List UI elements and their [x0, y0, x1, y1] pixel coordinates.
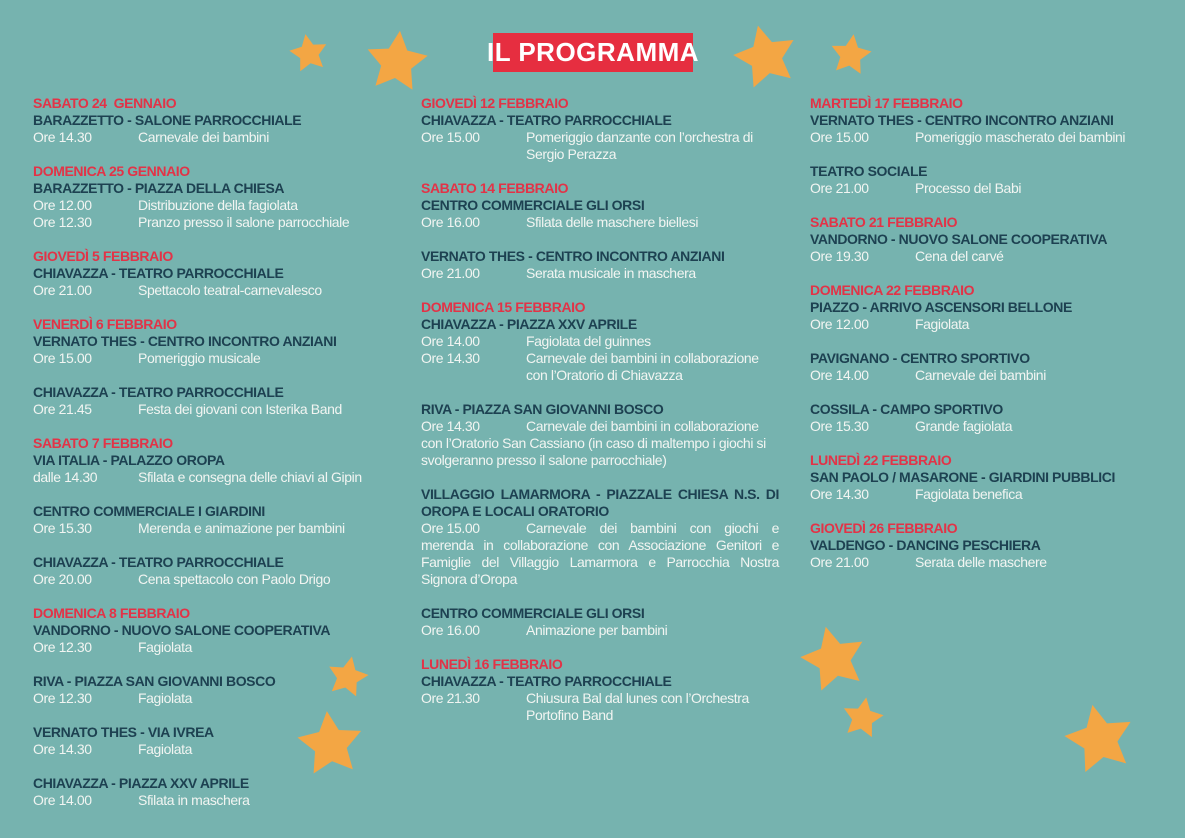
event-time: Ore 12.00 — [810, 316, 869, 332]
event-line — [421, 520, 779, 588]
day-header: LUNEDÌ 22 FEBBRAIO — [810, 452, 952, 468]
event-description: Fagiolata — [915, 316, 969, 332]
star-icon — [826, 28, 876, 78]
event-time: Ore 15.00 — [421, 520, 480, 536]
event-block — [810, 112, 1162, 146]
event-line — [33, 469, 405, 486]
event-block — [421, 112, 779, 163]
event-time: Ore 14.00 — [810, 367, 869, 383]
event-block — [33, 333, 405, 367]
venue-name: CHIAVAZZA - TEATRO PARROCCHIALE — [33, 554, 284, 570]
event-description: Pomeriggio danzante con l’orchestra di Sergio Perazza — [526, 129, 753, 162]
event-line — [33, 571, 405, 588]
event-time: Ore 14.30 — [810, 486, 869, 502]
event-block — [810, 231, 1162, 265]
venue-name: VILLAGGIO LAMARMORA - PIAZZALE CHIESA N.S. DI OROPA E LOCALI ORATORIO — [421, 486, 779, 519]
event-block — [421, 605, 779, 639]
event-description: Fagiolata del guinnes — [526, 333, 651, 349]
event-description: Pomeriggio musicale — [138, 350, 261, 366]
event-block — [421, 197, 779, 231]
event-block — [810, 401, 1162, 435]
star-icon — [1055, 692, 1143, 780]
event-time: Ore 16.00 — [421, 622, 480, 638]
event-block — [421, 486, 779, 588]
event-line — [421, 333, 779, 350]
event-time: Ore 12.30 — [33, 690, 92, 706]
event-line — [33, 401, 405, 418]
event-time: Ore 21.00 — [810, 180, 869, 196]
venue-name: TEATRO SOCIALE — [810, 163, 928, 179]
star-icon — [724, 13, 806, 95]
event-time: Ore 16.00 — [421, 214, 480, 230]
venue-name: CHIAVAZZA - TEATRO PARROCCHIALE — [421, 112, 672, 128]
event-block — [421, 316, 779, 384]
event-description: Spettacolo teatral-carnevalesco — [138, 282, 322, 298]
event-line — [421, 214, 779, 231]
event-description: Fagiolata — [138, 639, 192, 655]
day-header: SABATO 14 FEBBRAIO — [421, 180, 569, 196]
event-time: Ore 21.45 — [33, 401, 92, 417]
event-time: Ore 14.00 — [33, 792, 92, 808]
event-block — [33, 452, 405, 486]
venue-name: COSSILA - CAMPO SPORTIVO — [810, 401, 1003, 417]
event-description: Festa dei giovani con Isterika Band — [138, 401, 342, 417]
event-description: Sfilata e consegna delle chiavi al Gipin — [138, 469, 362, 485]
event-line — [33, 639, 405, 656]
event-block — [33, 724, 405, 758]
event-line — [33, 520, 405, 537]
event-line — [810, 316, 1162, 333]
day-header: DOMENICA 8 FEBBRAIO — [33, 605, 190, 621]
event-description: Carnevale dei bambini in collaborazione con l’Oratorio San Cassiano (in caso di maltempo i giochi si svolgeranno presso il salone parrocchiale) — [421, 418, 766, 468]
event-description: Carnevale dei bambini — [138, 129, 269, 145]
event-line — [33, 197, 405, 214]
event-line — [33, 741, 405, 758]
event-time: Ore 15.00 — [810, 129, 869, 145]
venue-name: CHIAVAZZA - PIAZZA XXV APRILE — [421, 316, 637, 332]
event-line — [33, 129, 405, 146]
star-icon — [285, 28, 332, 75]
day-header: SABATO 21 FEBBRAIO — [810, 214, 958, 230]
event-line — [810, 129, 1162, 146]
day-header: LUNEDÌ 16 FEBBRAIO — [421, 656, 563, 672]
venue-name: VERNATO THES - CENTRO INCONTRO ANZIANI — [810, 112, 1114, 128]
event-time: Ore 15.00 — [33, 350, 92, 366]
event-block — [421, 673, 779, 724]
event-block — [810, 350, 1162, 384]
venue-name: BARAZZETTO - SALONE PARROCCHIALE — [33, 112, 302, 128]
venue-name: RIVA - PIAZZA SAN GIOVANNI BOSCO — [33, 673, 276, 689]
venue-name: VERNATO THES - VIA IVREA — [33, 724, 214, 740]
event-description: Fagiolata benefica — [915, 486, 1023, 502]
page-title: IL PROGRAMMA — [486, 37, 700, 67]
event-time: Ore 14.30 — [33, 129, 92, 145]
venue-name: SAN PAOLO / MASARONE - GIARDINI PUBBLICI — [810, 469, 1115, 485]
event-line — [421, 350, 779, 384]
event-line — [810, 248, 1162, 265]
venue-name: CENTRO COMMERCIALE I GIARDINI — [33, 503, 265, 519]
day-header: DOMENICA 25 GENNAIO — [33, 163, 190, 179]
event-time: Ore 15.30 — [33, 520, 92, 536]
event-block — [33, 622, 405, 656]
event-line — [421, 690, 779, 724]
event-description: Carnevale dei bambini in collaborazione con l’Oratorio di Chiavazza — [526, 350, 759, 383]
day-header: GIOVEDÌ 5 FEBBRAIO — [33, 248, 173, 264]
day-header: GIOVEDÌ 26 FEBBRAIO — [810, 520, 958, 536]
event-time: Ore 15.30 — [810, 418, 869, 434]
day-header: DOMENICA 15 FEBBRAIO — [421, 299, 586, 315]
star-icon — [361, 23, 434, 96]
event-time: Ore 12.30 — [33, 639, 92, 655]
event-description: Chiusura Bal dal lunes con l’Orchestra Portofino Band — [526, 690, 749, 723]
event-line — [810, 367, 1162, 384]
event-line — [810, 180, 1162, 197]
event-block — [810, 537, 1162, 571]
day-header: SABATO 24 GENNAIO — [33, 95, 177, 111]
event-time: Ore 19.30 — [810, 248, 869, 264]
event-time: Ore 21.00 — [810, 554, 869, 570]
event-time: Ore 20.00 — [33, 571, 92, 587]
venue-name: CENTRO COMMERCIALE GLI ORSI — [421, 197, 645, 213]
column-3 — [810, 95, 1162, 588]
venue-name: BARAZZETTO - PIAZZA DELLA CHIESA — [33, 180, 285, 196]
event-time: Ore 14.00 — [421, 333, 480, 349]
event-line — [421, 622, 779, 639]
event-block — [33, 384, 405, 418]
event-description: Carnevale dei bambini — [915, 367, 1046, 383]
event-block — [810, 163, 1162, 197]
event-time: Ore 12.00 — [33, 197, 92, 213]
event-description: Animazione per bambini — [526, 622, 668, 638]
event-block — [33, 673, 405, 707]
day-header: VENERDÌ 6 FEBBRAIO — [33, 316, 177, 332]
event-line — [421, 418, 779, 469]
event-time: Ore 14.30 — [33, 741, 92, 757]
event-block — [810, 299, 1162, 333]
event-time: Ore 14.30 — [421, 350, 480, 366]
event-block — [33, 775, 405, 809]
event-description: Cena del carvé — [915, 248, 1004, 264]
event-time: Ore 15.00 — [421, 129, 480, 145]
venue-name: RIVA - PIAZZA SAN GIOVANNI BOSCO — [421, 401, 664, 417]
event-description: Carnevale dei bambini con giochi e merenda in collaborazione con Associazione Genitori e Famiglie del Villaggio Lamarmora e Parrocchia Nostra Signora d’Oropa — [421, 520, 779, 587]
event-description: Serata musicale in maschera — [526, 265, 696, 281]
star-icon — [838, 691, 889, 742]
venue-name: CHIAVAZZA - TEATRO PARROCCHIALE — [421, 673, 672, 689]
event-block — [33, 265, 405, 299]
event-time: Ore 12.30 — [33, 214, 92, 230]
venue-name: VERNATO THES - CENTRO INCONTRO ANZIANI — [33, 333, 337, 349]
venue-name: CHIAVAZZA - TEATRO PARROCCHIALE — [33, 384, 284, 400]
event-time: Ore 21.00 — [33, 282, 92, 298]
venue-name: CHIAVAZZA - TEATRO PARROCCHIALE — [33, 265, 284, 281]
venue-name: VIA ITALIA - PALAZZO OROPA — [33, 452, 225, 468]
event-line — [421, 129, 779, 163]
event-line — [33, 690, 405, 707]
event-block — [33, 503, 405, 537]
event-description: Sfilata delle maschere biellesi — [526, 214, 699, 230]
event-description: Merenda e animazione per bambini — [138, 520, 345, 536]
event-block — [421, 248, 779, 282]
event-time: Ore 14.30 — [421, 418, 480, 434]
event-block — [33, 180, 405, 231]
event-description: Pranzo presso il salone parrocchiale — [138, 214, 350, 230]
event-line — [810, 418, 1162, 435]
event-description: Fagiolata — [138, 741, 192, 757]
event-description: Grande fagiolata — [915, 418, 1013, 434]
event-line — [810, 486, 1162, 503]
event-description: Sfilata in maschera — [138, 792, 250, 808]
event-line — [33, 350, 405, 367]
column-2 — [421, 95, 779, 741]
day-header: SABATO 7 FEBBRAIO — [33, 435, 173, 451]
venue-name: CENTRO COMMERCIALE GLI ORSI — [421, 605, 645, 621]
event-description: Serata delle maschere — [915, 554, 1047, 570]
day-header: DOMENICA 22 FEBBRAIO — [810, 282, 975, 298]
day-header: MARTEDÌ 17 FEBBRAIO — [810, 95, 963, 111]
star-icon — [791, 614, 876, 699]
venue-name: VANDORNO - NUOVO SALONE COOPERATIVA — [810, 231, 1108, 247]
venue-name: PIAZZO - ARRIVO ASCENSORI BELLONE — [810, 299, 1072, 315]
event-line — [810, 554, 1162, 571]
event-line — [33, 282, 405, 299]
event-description: Fagiolata — [138, 690, 192, 706]
event-line — [421, 265, 779, 282]
event-description: Distribuzione della fagiolata — [138, 197, 298, 213]
venue-name: PAVIGNANO - CENTRO SPORTIVO — [810, 350, 1030, 366]
day-header: GIOVEDÌ 12 FEBBRAIO — [421, 95, 569, 111]
column-1 — [33, 95, 405, 826]
event-time: Ore 21.00 — [421, 265, 480, 281]
event-time: dalle 14.30 — [33, 469, 98, 485]
event-description: Cena spettacolo con Paolo Drigo — [138, 571, 331, 587]
event-block — [810, 469, 1162, 503]
title-banner — [486, 33, 700, 72]
event-block — [421, 401, 779, 469]
venue-name: VALDENGO - DANCING PESCHIERA — [810, 537, 1041, 553]
event-time: Ore 21.30 — [421, 690, 480, 706]
event-description: Pomeriggio mascherato dei bambini — [915, 129, 1126, 145]
venue-name: VANDORNO - NUOVO SALONE COOPERATIVA — [33, 622, 331, 638]
event-line — [33, 214, 405, 231]
event-block — [33, 112, 405, 146]
venue-name: CHIAVAZZA - PIAZZA XXV APRILE — [33, 775, 249, 791]
event-description: Processo del Babi — [915, 180, 1022, 196]
event-line — [33, 792, 405, 809]
venue-name: VERNATO THES - CENTRO INCONTRO ANZIANI — [421, 248, 725, 264]
event-block — [33, 554, 405, 588]
